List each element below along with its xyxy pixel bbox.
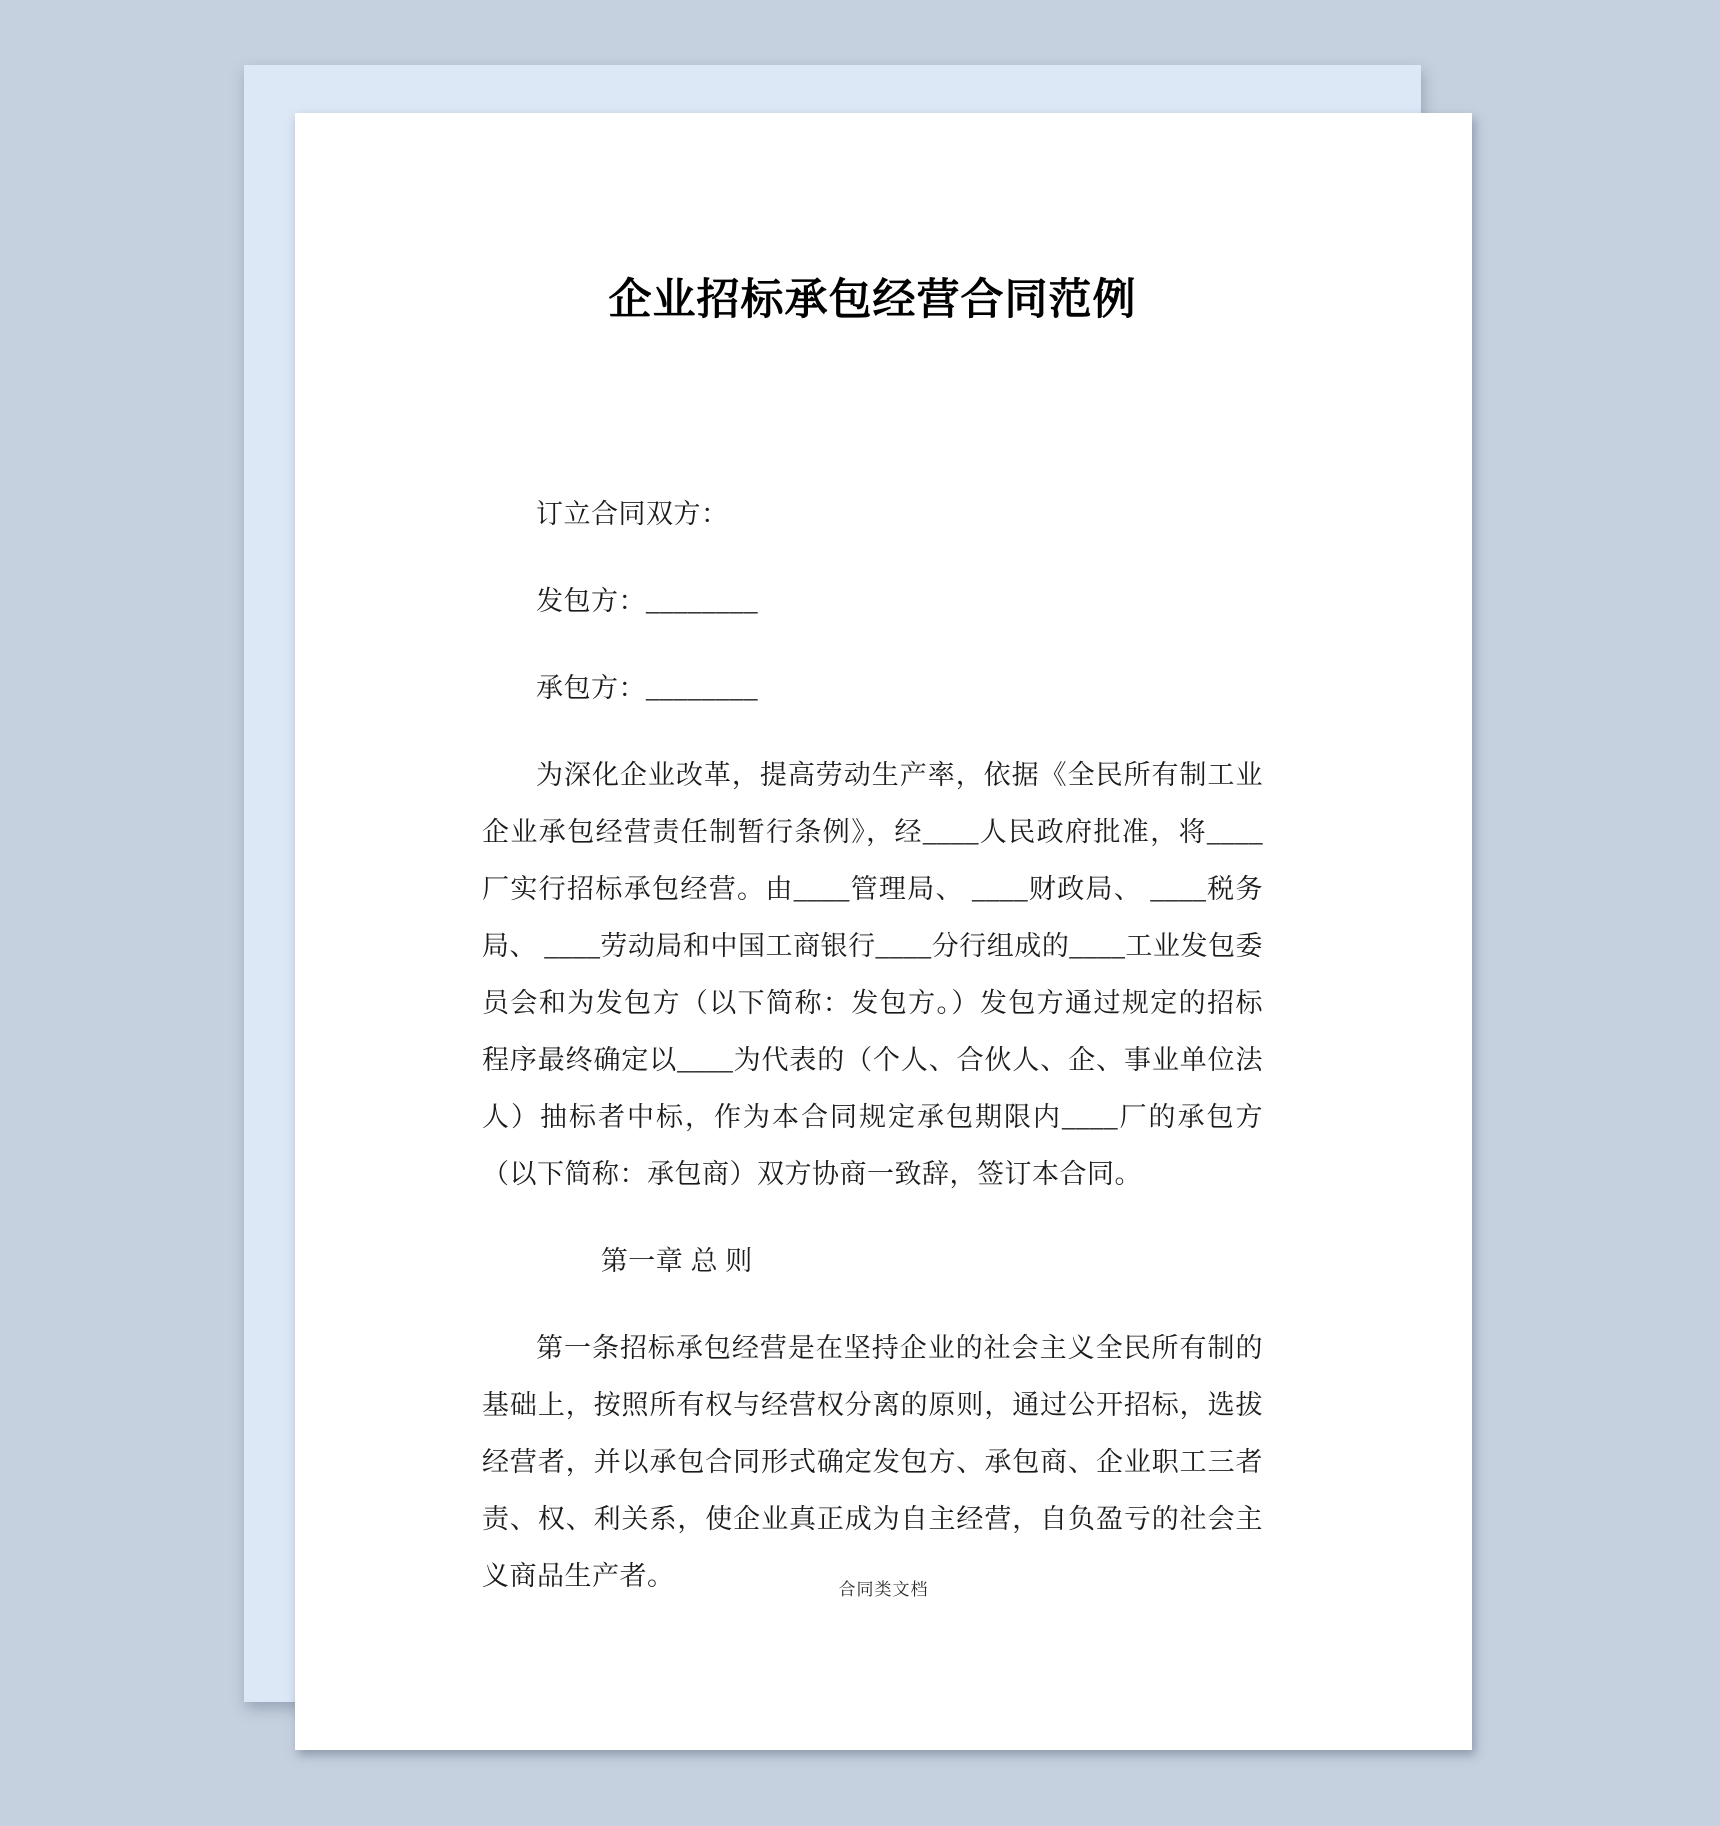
paragraph: 订立合同双方： <box>536 499 729 529</box>
paragraph: 承包方：________ <box>536 673 758 703</box>
paragraph: 发包方：________ <box>536 586 758 616</box>
page-footer: 合同类文档 <box>838 1580 929 1599</box>
section-heading: 第一章 总 则 <box>600 1246 753 1276</box>
document-page <box>295 113 1472 1750</box>
paragraph: 为深化企业改革，提高劳动生产率，依据《全民所有制工业企业承包经营责任制暂行条例》，经____人民政府批准，将____厂实行招标承包经营。由____管理局、 ____财政局、 ____税务局、 ____劳动局和中国工商银行____分行组成的____工业发包委员会和为发包方（以下简称：发包方。）发包方通过规定的招标程序最终确定以____为代表的（个人、合伙人、企、事业单位法人）抽标者中标，作为本合同规定承包期限内____厂的承包方（以下简称：承包商）双方协商一致辞，签订本合同。 <box>482 760 1263 1189</box>
document-title: 企业招标承包经营合同范例 <box>608 276 1137 324</box>
paragraph: 第一条招标承包经营是在坚持企业的社会主义全民所有制的基础上，按照所有权与经营权分离的原则，通过公开招标，选拔经营者，并以承包合同形式确定发包方、承包商、企业职工三者责、权、利关系，使企业真正成为自主经营，自负盈亏的社会主义商品生产者。 <box>482 1333 1263 1591</box>
document-body <box>482 486 1263 1605</box>
